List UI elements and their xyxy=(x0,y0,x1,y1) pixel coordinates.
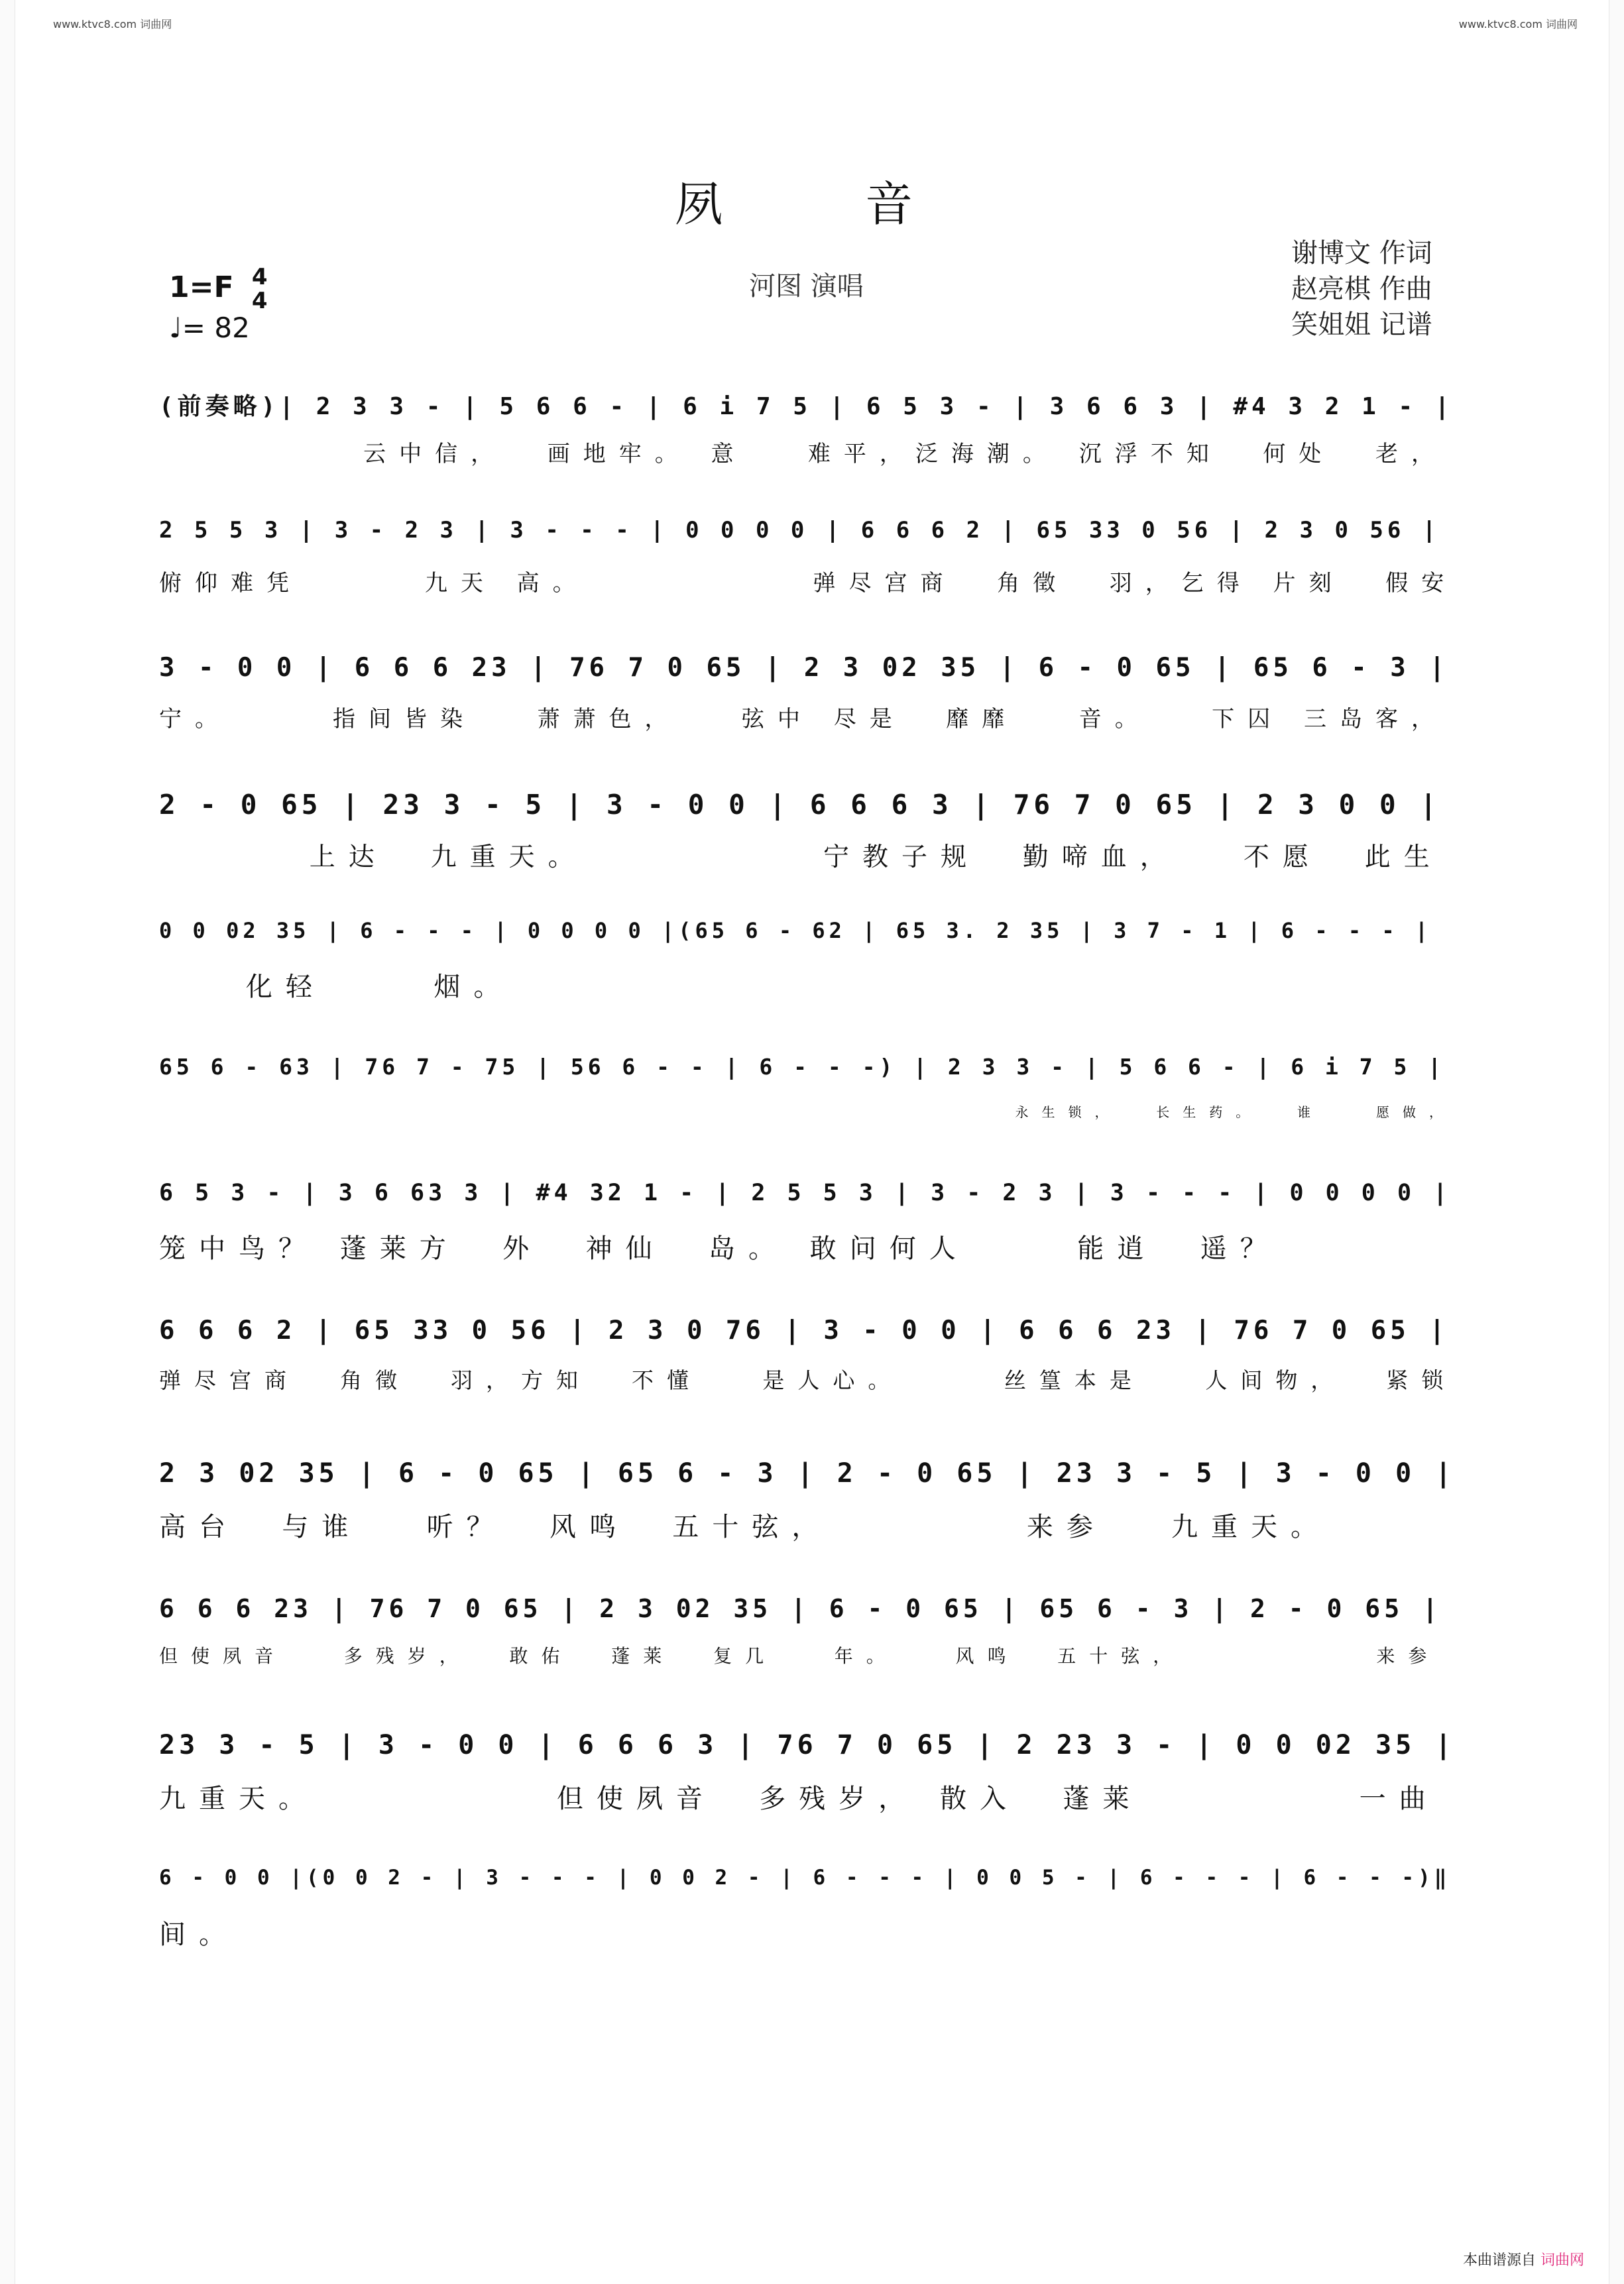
lyrics-line: 但使夙音 多残岁， 敢佑 蓬莱 复几 年。 风鸣 五十弦， 来参 xyxy=(159,1645,1440,1667)
lyrics-line: 永生锁， 长生药。 谁 愿做， xyxy=(159,1104,1456,1120)
footer-source-brand: 词曲网 xyxy=(1540,2252,1584,2269)
lyrics-line: 宁。 指间皆染 萧萧色， 弦中 尽是 靡靡 音。 下囚 三岛客， xyxy=(159,706,1447,732)
notation-line: 2 3 02 35 | 6 - 0 65 | 65 6 - 3 | 2 - 0 65 | 23 3 - 5 | 3 - 0 0 | xyxy=(159,1458,1456,1489)
notation-line: 2 5 5 3 | 3 - 2 3 | 3 - - - | 0 0 0 0 | 6 6 6 2 | 65 33 0 56 | 2 3 0 56 | xyxy=(159,517,1440,543)
lyrics-line: 笼中鸟？ 蓬莱方 外 神仙 岛。 敢问何人 能逍 遥？ xyxy=(159,1233,1280,1264)
notation-line: 2 - 0 65 | 23 3 - 5 | 3 - 0 0 | 6 6 6 3 | 76 7 0 65 | 2 3 0 0 | xyxy=(159,789,1441,821)
notation-line: 0 0 02 35 | 6 - - - | 0 0 0 0 |(65 6 - 62 | 65 3. 2 35 | 3 7 - 1 | 6 - - - | xyxy=(159,918,1432,943)
footer-source-label: 本曲谱源自 xyxy=(1462,2252,1536,2269)
footer-source xyxy=(1463,2249,1584,2269)
lyrics-line: 弹尽宫商 角徵 羽，方知 不懂 是人心。 丝篁本是 人间物， 紧锁 xyxy=(159,1367,1457,1393)
lyrics-line: 上达 九重天。 宁教子规 勤啼血， 不愿 此生 xyxy=(159,842,1443,872)
time-signature xyxy=(252,265,268,313)
time-signature-top: 4 xyxy=(251,264,268,290)
credits-block xyxy=(1291,235,1432,343)
site-watermark-left: www.ktvc8.com 词曲网 xyxy=(53,18,172,30)
score-row xyxy=(159,388,1458,481)
lyrics-line: 九重天。 但使夙音 多残岁， 散入 蓬莱 一曲 xyxy=(159,1784,1439,1814)
transcriber-credit: 笑姐姐 记谱 xyxy=(1291,310,1432,340)
lyricist-credit: 谢博文 作词 xyxy=(1291,238,1432,268)
score-row xyxy=(159,1866,1458,1959)
notation-line: 6 - 0 0 |(0 0 2 - | 3 - - - | 0 0 2 - | 6 - - - | 0 0 5 - | 6 - - - | 6 - - -)‖ xyxy=(159,1866,1451,1890)
left-margin-strip xyxy=(0,0,15,2284)
score-row xyxy=(159,1730,1458,1823)
score-row xyxy=(159,653,1458,746)
lyrics-line: 俯仰难凭 九天 高。 弹尽宫商 角徵 羽，乞得 片刻 假安 xyxy=(159,570,1458,597)
score-row xyxy=(159,517,1458,610)
score-row xyxy=(159,918,1458,1011)
notation-line: 6 6 6 2 | 65 33 0 56 | 2 3 0 76 | 3 - 0 0 | 6 6 6 23 | 76 7 0 65 | xyxy=(159,1316,1449,1345)
notation-line: 65 6 - 63 | 76 7 - 75 | 56 6 - - | 6 - - -) | 2 3 3 - | 5 6 6 - | 6 i 7 5 | xyxy=(159,1054,1446,1080)
score-row xyxy=(159,1458,1458,1551)
score-row xyxy=(159,789,1458,882)
singer-credit: 河图 演唱 xyxy=(749,271,864,302)
lyrics-line: 化轻 烟。 xyxy=(159,972,514,1002)
time-signature-bottom: 4 xyxy=(251,288,268,314)
lyrics-line: 间。 xyxy=(159,1919,239,1950)
site-watermark-right: www.ktvc8.com 词曲网 xyxy=(1458,18,1578,30)
tempo-marking: ♩= 82 xyxy=(169,312,250,344)
score-row xyxy=(159,1594,1458,1687)
lyrics-line: 云中信， 画地牢。 意 难平，泛海潮。 沉浮不知 何处 老， xyxy=(159,441,1447,467)
notation-line: (前奏略)| 2 3 3 - | 5 6 6 - | 6 i 7 5 | 6 5 3 - | 3 6 6 3 | #4 3 2 1 - | xyxy=(159,393,1454,420)
song-title: 夙音 xyxy=(675,176,1056,232)
composer-credit: 赵亮棋 作曲 xyxy=(1291,274,1432,304)
score-row xyxy=(159,1316,1458,1408)
notation-line: 23 3 - 5 | 3 - 0 0 | 6 6 6 3 | 76 7 0 65 | 2 23 3 - | 0 0 02 35 | xyxy=(159,1730,1456,1760)
key-label: 1=F xyxy=(169,270,234,304)
notation-line: 6 6 6 23 | 76 7 0 65 | 2 3 02 35 | 6 - 0 65 | 65 6 - 3 | 2 - 0 65 | xyxy=(159,1594,1442,1623)
notation-line: 3 - 0 0 | 6 6 6 23 | 76 7 0 65 | 2 3 02 35 | 6 - 0 65 | 65 6 - 3 | xyxy=(159,653,1449,683)
notation-line: 6 5 3 - | 3 6 63 3 | #4 32 1 - | 2 5 5 3 | 3 - 2 3 | 3 - - - | 0 0 0 0 | xyxy=(159,1180,1452,1206)
lyrics-line: 高台 与谁 听？ 风鸣 五十弦， 来参 九重天。 xyxy=(159,1512,1331,1542)
right-margin-strip xyxy=(1609,0,1624,2284)
score-row xyxy=(159,1054,1458,1147)
key-signature xyxy=(169,265,268,313)
score-row xyxy=(159,1180,1458,1273)
